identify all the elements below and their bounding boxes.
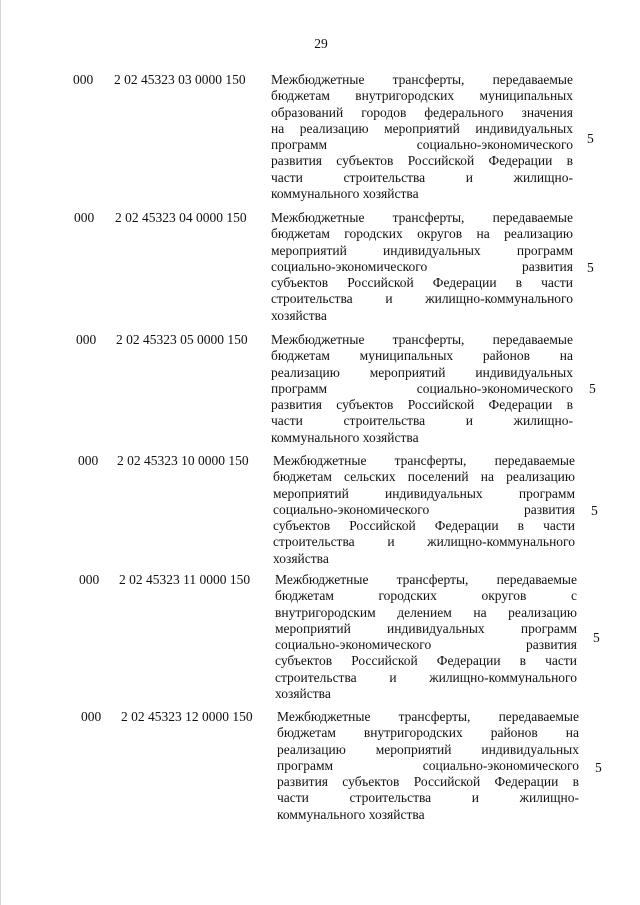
description-line: на реализацию мероприятий индивидуальных xyxy=(271,120,573,136)
description-line: развития субъектов Российской Федерации в xyxy=(271,153,573,169)
admin-code: 000 xyxy=(74,210,95,225)
description-line: развития субъектов Российской Федерации в xyxy=(271,397,573,413)
description-line: строительства и жилищно-коммунального xyxy=(271,291,573,307)
admin-code: 000 xyxy=(73,72,94,87)
income-description xyxy=(277,709,579,823)
description-line: хозяйства xyxy=(273,550,329,566)
income-description xyxy=(271,72,573,202)
description-line: программ социально-экономического xyxy=(271,137,573,153)
description-line: бюджетам внутригородских муниципальных xyxy=(271,88,573,104)
description-line: субъектов Российской Федерации в части xyxy=(271,275,573,291)
budget-classification-code: 2 02 45323 05 0000 150 xyxy=(116,332,248,347)
description-line: Межбюджетные трансферты, передаваемые xyxy=(273,453,575,468)
budget-classification-code: 2 02 45323 12 0000 150 xyxy=(121,709,253,724)
admin-code: 000 xyxy=(76,332,97,347)
admin-code: 000 xyxy=(81,709,102,724)
amount: 5 xyxy=(587,131,594,146)
description-line: бюджетам внутригородских районов на xyxy=(277,725,579,741)
description-line: строительства и жилищно-коммунального xyxy=(273,534,575,550)
description-line: субъектов Российской Федерации в части xyxy=(273,518,575,534)
description-line: хозяйства xyxy=(275,686,331,702)
description-line: развития субъектов Российской Федерации в xyxy=(277,774,579,790)
description-line: внутригородским делением на реализацию xyxy=(275,604,577,620)
description-line: бюджетам городских округов на реализацию xyxy=(271,226,573,242)
description-line: реализацию мероприятий индивидуальных xyxy=(271,364,573,380)
description-line: программ социально-экономического xyxy=(271,380,573,396)
description-line: Межбюджетные трансферты, передаваемые xyxy=(271,210,573,225)
description-line: мероприятий индивидуальных программ xyxy=(275,620,577,636)
income-description xyxy=(271,332,573,446)
income-description xyxy=(275,572,577,702)
admin-code: 000 xyxy=(79,572,100,587)
amount: 5 xyxy=(591,503,598,518)
budget-classification-code: 2 02 45323 04 0000 150 xyxy=(115,210,247,225)
budget-classification-code: 2 02 45323 11 0000 150 xyxy=(119,572,251,587)
page-number: 29 xyxy=(314,36,328,51)
amount: 5 xyxy=(589,381,596,396)
description-line: бюджетам городских округов с xyxy=(275,588,577,604)
description-line: части строительства и жилищно- xyxy=(271,169,573,185)
budget-classification-code: 2 02 45323 10 0000 150 xyxy=(117,453,249,468)
description-line: бюджетам сельских поселений на реализацию xyxy=(273,469,575,485)
description-line: реализацию мероприятий индивидуальных xyxy=(277,741,579,757)
budget-classification-code: 2 02 45323 03 0000 150 xyxy=(114,72,246,87)
description-line: хозяйства xyxy=(271,307,327,323)
description-line: образований городов федерального значения xyxy=(271,104,573,120)
admin-code: 000 xyxy=(78,453,99,468)
description-line: Межбюджетные трансферты, передаваемые xyxy=(275,572,577,587)
description-line: части строительства и жилищно- xyxy=(277,790,579,806)
description-line: коммунального хозяйства xyxy=(271,429,419,445)
description-line: коммунального хозяйства xyxy=(271,186,419,202)
description-line: коммунального хозяйства xyxy=(277,806,425,822)
amount: 5 xyxy=(595,760,602,775)
description-line: субъектов Российской Федерации в части xyxy=(275,653,577,669)
description-line: части строительства и жилищно- xyxy=(271,413,573,429)
description-line: социально-экономического развития xyxy=(271,258,573,274)
income-description xyxy=(271,210,573,324)
description-line: бюджетам муниципальных районов на xyxy=(271,348,573,364)
income-description xyxy=(273,453,575,567)
description-line: мероприятий индивидуальных программ xyxy=(271,242,573,258)
description-line: программ социально-экономического xyxy=(277,757,579,773)
description-line: строительства и жилищно-коммунального xyxy=(275,669,577,685)
amount: 5 xyxy=(593,630,600,645)
description-line: социально-экономического развития xyxy=(273,501,575,517)
description-line: социально-экономического развития xyxy=(275,637,577,653)
description-line: Межбюджетные трансферты, передаваемые xyxy=(271,72,573,87)
amount: 5 xyxy=(587,260,594,275)
description-line: Межбюджетные трансферты, передаваемые xyxy=(277,709,579,724)
description-line: Межбюджетные трансферты, передаваемые xyxy=(271,332,573,347)
description-line: мероприятий индивидуальных программ xyxy=(273,485,575,501)
